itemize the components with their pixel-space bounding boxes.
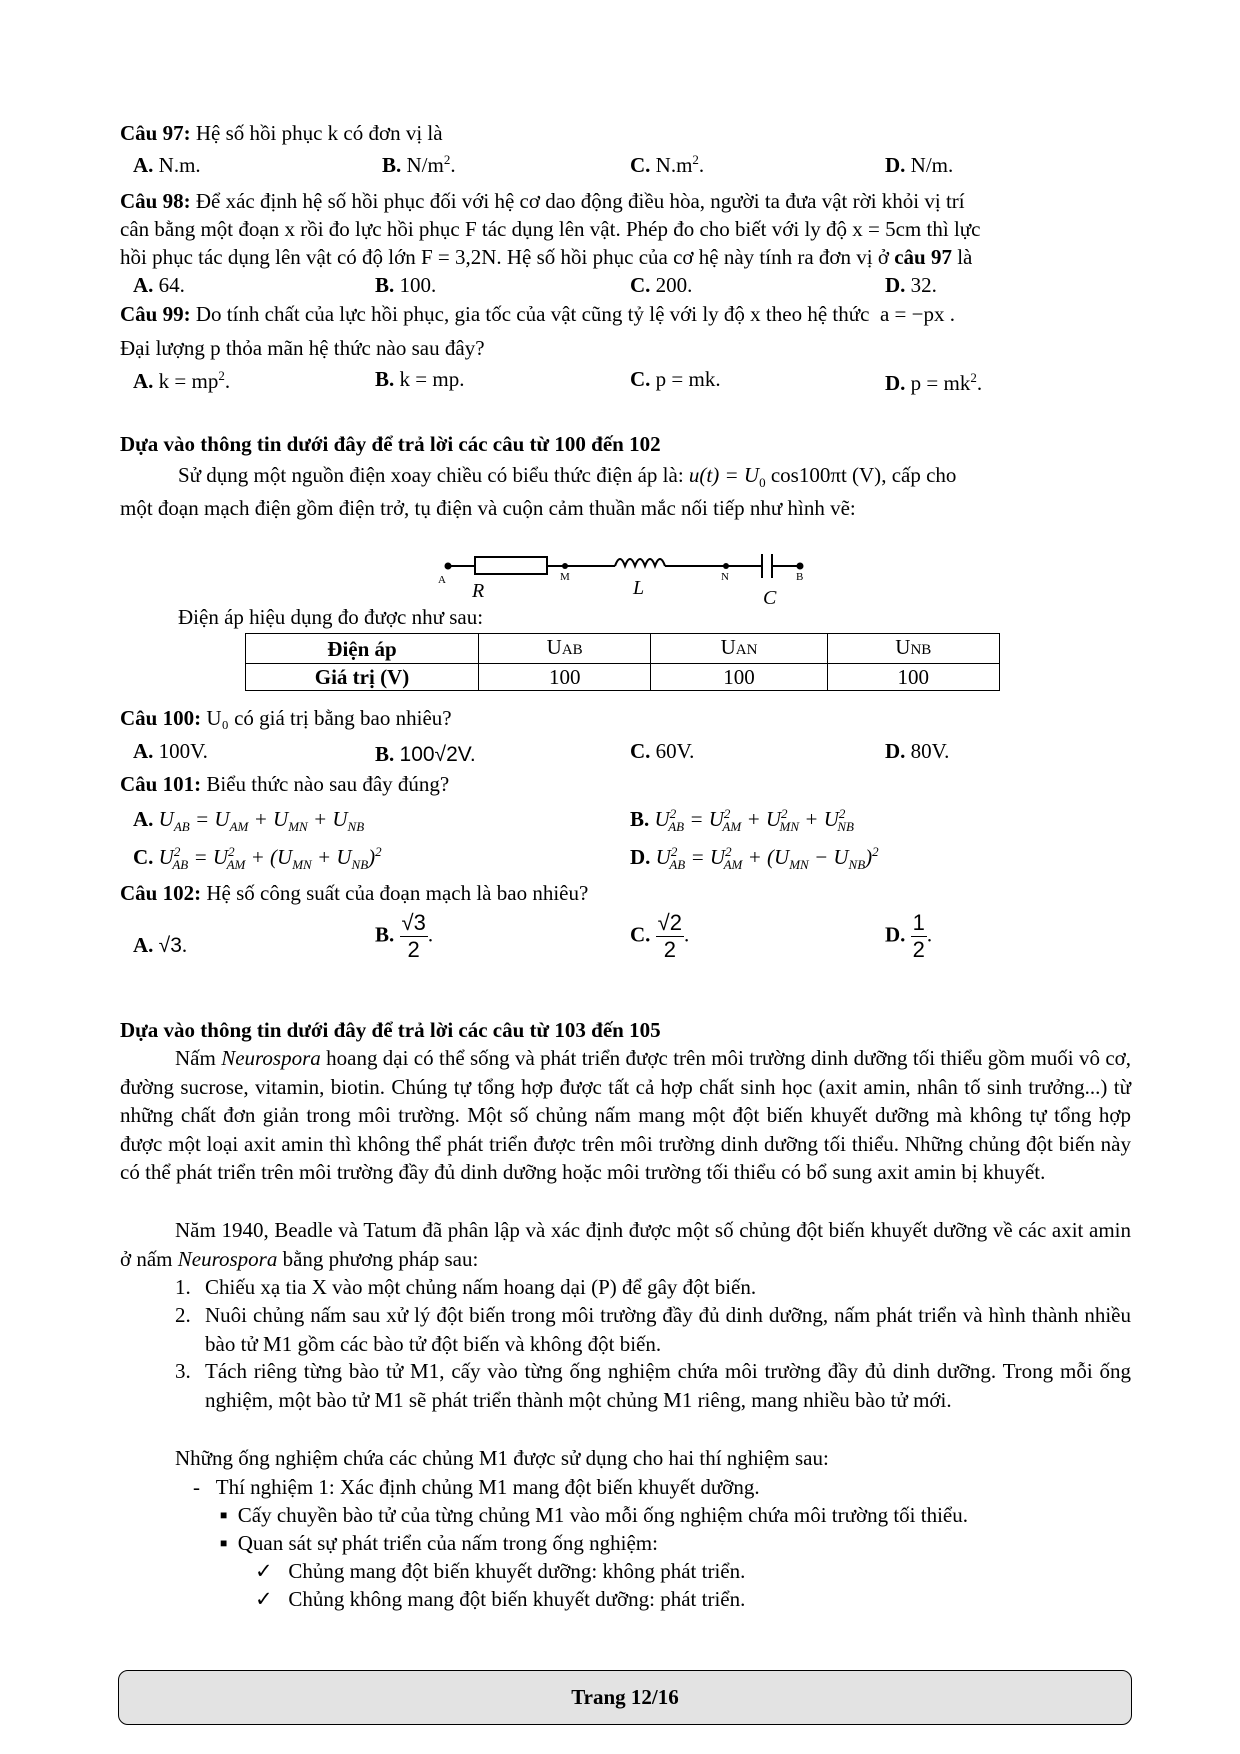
table-header-cell: Điện áp — [246, 634, 479, 664]
voltage-table — [245, 633, 1000, 691]
q102-option-a: A. √3. — [133, 933, 188, 957]
q98-line3: hồi phục tác dụng lên vật có độ lớn F = 3,2N. Hệ số hồi phục của cơ hệ này tính ra đơn vị ở câu 97 là — [120, 245, 973, 269]
q97-label: Câu 97: — [120, 121, 191, 145]
page-label: Trang — [571, 1685, 626, 1709]
q101-stem: Câu 101: Biểu thức nào sau đây đúng? — [120, 772, 450, 796]
label-l: L — [633, 577, 645, 599]
square-bullet-icon: ■ — [220, 1508, 228, 1522]
experiment-1: - Thí nghiệm 1: Xác định chủng M1 mang đột biến khuyết dưỡng. — [193, 1475, 760, 1499]
q100-option-a: A. 100V. — [133, 739, 208, 763]
label-b: B — [796, 571, 804, 583]
q102-option-b: B. $\frac{√3}{2}$ . — [375, 910, 434, 962]
section2-paragraph-1: Nấm Neurospora hoang dại có thể sống và phát triển được trên môi trường dinh dưỡng tối thiểu gồm muối vô cơ, đường sucrose, vitamin, biotin. Chúng tự tổng hợp được tất cả hợp chất sinh học (axit amin, nhân tố sinh trưởng...) từ những chất đơn giản trong môi trường. Một số chủng nấm mang một đột biến khuyết dưỡng mà không tự tổng hợp được một loại axit amin thì không thể phát triển được trên môi trường dinh dưỡng tối thiểu. Những chủng đột biến này có thể phát triển trên môi trường đầy đủ dinh dưỡng hoặc môi trường tối thiểu có bổ sung axit amin bị khuyết. — [120, 1046, 1132, 1184]
q99-option-b: B. k = mp. — [375, 367, 465, 391]
step-2: 2. Nuôi chủng nấm sau xử lý đột biến trong môi trường đầy đủ dinh dưỡng, nấm phát triển và hình thành nhiều bào tử M1 gồm các bào tử đột biến và không đột biến. — [175, 1303, 1131, 1356]
table-header-cell: UNB — [827, 634, 999, 664]
q98-line1: Câu 98: Để xác định hệ số hồi phục đối với hệ cơ dao động điều hòa, người ta đưa vật rời khỏi vị trí — [120, 189, 965, 213]
q101-option-a: A. $U_{AB} = U_{AM} + U_{MN} + U_{NB}$ — [133, 807, 365, 834]
table-row — [246, 664, 1000, 691]
q97-option-a: A. N.m. — [133, 153, 201, 177]
page-footer — [118, 1670, 1132, 1725]
q101-option-b: B. $U^2_{AB} = U^2_{AM} + U^2_{MN} + U^2_{NB}$ — [630, 806, 855, 834]
section1-heading: Dựa vào thông tin dưới đây để trả lời các câu từ 100 đến 102 — [120, 432, 661, 456]
resistor-r — [475, 557, 547, 574]
step-1: 1. Chiếu xạ tia X vào một chủng nấm hoang dại (P) để gây đột biến. — [175, 1275, 757, 1299]
bullet-item: ■ Quan sát sự phát triển của nấm trong ống nghiệm: — [220, 1531, 658, 1555]
q100-stem: Câu 100: U₀ có giá trị bằng bao nhiêu? — [120, 706, 452, 730]
q101-option-d: D. $U^2_{AB} = U^2_{AM} + (U_{MN} - U_{NB})^2$ — [630, 844, 879, 872]
node-n — [723, 563, 729, 569]
q99-option-a: A. $k = mp^2$. — [133, 368, 231, 393]
step-3: 3. Tách riêng từng bào tử M1, cấy vào từng ống nghiệm chứa môi trường đầy đủ dinh dưỡng. Trong mỗi ống nghiệm, một bào tử M1 sẽ phát triển thành một chủng M1 riêng, mang nhiều bào tử mới. — [175, 1359, 1131, 1412]
q99-option-c: C. p = mk. — [630, 367, 721, 391]
q100-option-b: B. 100√2V. — [375, 742, 476, 766]
q101-option-c: C. $U^2_{AB} = U^2_{AM} + (U_{MN} + U_{NB})^2$ — [133, 844, 382, 872]
q97-option-d: D. N/m. — [885, 153, 954, 177]
table-cell: 100 — [479, 664, 651, 691]
table-cell: 100 — [651, 664, 827, 691]
table-cell: 100 — [827, 664, 999, 691]
table-cell: Giá trị (V) — [246, 664, 479, 691]
q99-option-d: D. $p = mk^2$. — [885, 370, 983, 395]
node-b — [797, 563, 804, 570]
table-header-cell: UAN — [651, 634, 827, 664]
q99-line2: Đại lượng p thỏa mãn hệ thức nào sau đây? — [120, 336, 485, 360]
section2-paragraph-2: Năm 1940, Beadle và Tatum đã phân lập và xác định được một số chủng đột biến khuyết dưỡng về các axit amin ở nấm Neurospora bằng phương pháp sau: — [120, 1218, 1131, 1271]
q102-option-d: D. $\frac{1}{2}$ . — [885, 910, 933, 962]
label-a: A — [438, 574, 446, 586]
table-row — [246, 634, 1000, 664]
q97-stem: Câu 97: Hệ số hồi phục k có đơn vị là — [120, 121, 443, 145]
section1-intro-line2: một đoạn mạch điện gồm điện trở, tụ điện và cuộn cảm thuần mắc nối tiếp như hình vẽ: — [120, 496, 856, 520]
checkmark-icon: ✓ — [255, 1559, 273, 1583]
q97-option-c: C. $N.m^2$. — [630, 152, 705, 177]
q102-stem: Câu 102: Hệ số công suất của đoạn mạch là bao nhiêu? — [120, 881, 589, 905]
node-a — [445, 563, 452, 570]
checkmark-icon: ✓ — [255, 1587, 273, 1611]
q98-option-d: D. 32. — [885, 273, 937, 297]
node-m — [562, 563, 568, 569]
q100-option-c: C. 60V. — [630, 739, 695, 763]
label-n: N — [721, 571, 729, 583]
q98-option-c: C. 200. — [630, 273, 693, 297]
square-bullet-icon: ■ — [220, 1536, 228, 1550]
table-header-cell: UAB — [479, 634, 651, 664]
section1-intro-line1: Sử dụng một nguồn điện xoay chiều có biểu thức điện áp là: $u(t) = U_0$ cos100πt (V), cấp cho — [178, 463, 957, 490]
q98-option-a: A. 64. — [133, 273, 185, 297]
bullet-item: ■ Cấy chuyền bào tử của từng chủng M1 vào mỗi ống nghiệm chứa môi trường tối thiểu. — [220, 1503, 969, 1527]
q98-option-b: B. 100. — [375, 273, 437, 297]
q98-line2: cân bằng một đoạn x rồi đo lực hồi phục F tác dụng lên vật. Phép đo cho biết với ly độ x = 5cm thì lực — [120, 217, 981, 241]
label-m: M — [560, 571, 570, 583]
section2-heading: Dựa vào thông tin dưới đây để trả lời các câu từ 103 đến 105 — [120, 1018, 661, 1042]
q100-option-d: D. 80V. — [885, 739, 950, 763]
section2-paragraph-3: Những ống nghiệm chứa các chủng M1 được sử dụng cho hai thí nghiệm sau: — [175, 1446, 829, 1470]
inductor-l — [615, 559, 665, 566]
check-item: ✓ Chủng mang đột biến khuyết dưỡng: không phát triển. — [255, 1559, 746, 1583]
table-caption: Điện áp hiệu dụng đo được như sau: — [178, 605, 484, 629]
page-number: 12/16 — [630, 1685, 679, 1709]
q97-option-b: B. $N/m^2$. — [382, 152, 456, 177]
q99-line1: Câu 99: Do tính chất của lực hồi phục, gia tốc của vật cũng tỷ lệ với ly độ x theo hệ thức a = −px . — [120, 302, 955, 326]
q102-option-c: C. $\frac{√2}{2}$ . — [630, 910, 690, 962]
check-item: ✓ Chủng không mang đột biến khuyết dưỡng: phát triển. — [255, 1587, 746, 1611]
label-c: C — [763, 587, 777, 609]
circuit-diagram — [420, 548, 820, 610]
label-r: R — [472, 580, 485, 602]
